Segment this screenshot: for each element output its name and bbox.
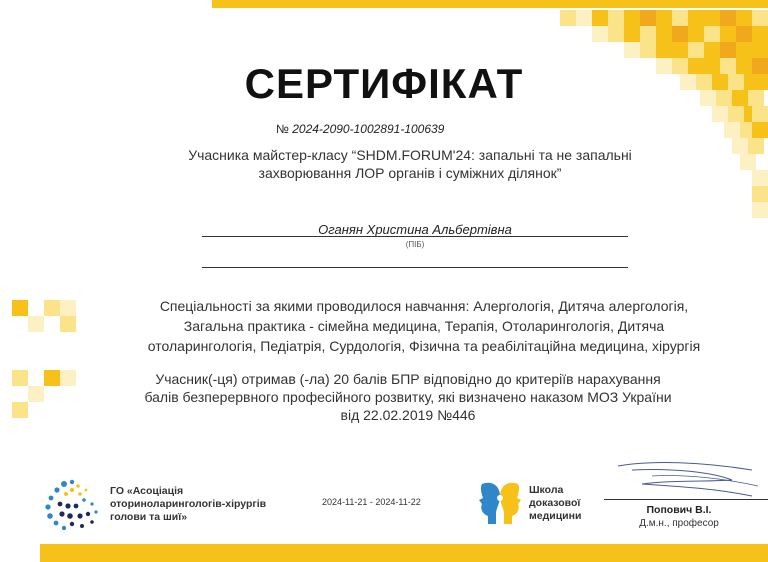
mosaic-tile: [60, 316, 76, 332]
mosaic-tile: [704, 10, 720, 26]
mosaic-tile: [656, 10, 672, 26]
school-name-line: Школа: [529, 484, 564, 496]
school-name-line: медицини: [529, 510, 582, 522]
specialties-text: [96, 296, 752, 356]
mosaic-tile: [640, 42, 656, 58]
mosaic-tile: [736, 26, 752, 42]
mosaic-tile: [704, 26, 720, 42]
mosaic-tile: [640, 26, 656, 42]
two-heads-profile-logo-icon: [478, 478, 522, 526]
event-line: захворювання ЛОР органів і суміжних ділянок”: [258, 165, 562, 181]
mosaic-tile: [740, 154, 756, 170]
points-statement: [88, 370, 728, 424]
mosaic-tile: [624, 26, 640, 42]
organization-name-line: оториноларингологів-хірургів: [110, 498, 267, 510]
mosaic-tile: [12, 300, 28, 316]
mosaic-tile: [672, 10, 688, 26]
mosaic-tile: [576, 10, 592, 26]
mosaic-tile: [624, 42, 640, 58]
mosaic-tile: [704, 42, 720, 58]
mosaic-tile: [656, 42, 672, 58]
mosaic-tile: [608, 26, 624, 42]
mosaic-tile: [712, 106, 728, 122]
mosaic-tile: [592, 10, 608, 26]
top-accent-bar: [212, 0, 768, 8]
specialties-line: отоларингологія, Педіатрія, Сурдологія, Фізична та реабілітаційна медицина, хірургія: [147, 338, 701, 354]
mosaic-tile: [752, 202, 768, 218]
mosaic-tile: [752, 106, 768, 122]
certificate-number: [276, 122, 444, 136]
school-name-line: доказової: [529, 497, 581, 509]
mosaic-tile: [728, 106, 744, 122]
organization-name-line: голови та шиї»: [110, 511, 188, 523]
mosaic-tile: [608, 10, 624, 26]
mosaic-tile: [28, 316, 44, 332]
mosaic-tile: [732, 138, 748, 154]
signer-title: Д.м.н., професор: [639, 518, 719, 529]
participant-name: Оганян Христина Альбертівна: [318, 222, 512, 237]
mosaic-tile: [736, 42, 752, 58]
mosaic-tile: [640, 10, 656, 26]
mosaic-tile: [672, 42, 688, 58]
mosaic-tile: [688, 42, 704, 58]
specialties-line: Загальна практика - сімейна медицина, Терапія, Отоларингологія, Дитяча: [183, 318, 665, 334]
mosaic-tile: [60, 300, 76, 316]
signer-name: Попович В.І.: [646, 504, 712, 516]
mosaic-tile: [736, 10, 752, 26]
event-line: Учасника майстер-класу “SHDM.FORUM'24: запальні та не запальні: [188, 147, 632, 163]
name-caption: (ПІБ): [405, 240, 425, 249]
event-description: [140, 146, 680, 182]
mosaic-tile: [560, 10, 576, 26]
bottom-accent-bar: [40, 544, 768, 562]
handwritten-signature: [612, 456, 762, 502]
mosaic-tile: [720, 26, 736, 42]
mosaic-tile: [688, 10, 704, 26]
number-sign: №: [276, 122, 289, 136]
mosaic-tile: [752, 10, 768, 26]
mosaic-tile: [720, 42, 736, 58]
points-line: балів безперервного професійного розвитку, які визначено наказом МОЗ України: [144, 389, 672, 405]
mosaic-tile: [752, 42, 768, 58]
school-name: [529, 484, 599, 523]
mosaic-tile: [752, 26, 768, 42]
mosaic-tile: [624, 10, 640, 26]
mosaic-tile: [752, 122, 768, 138]
mosaic-tile: [12, 370, 28, 386]
mosaic-tile: [748, 138, 764, 154]
certificate-title: СЕРТИФІКАТ: [244, 60, 524, 107]
points-line: Учасник(-ця) отримав (-ла) 20 балів БПР відповідно до критеріїв нарахування: [155, 371, 661, 387]
mosaic-tile: [592, 26, 608, 42]
name-underline: [202, 236, 628, 237]
mosaic-tile: [28, 386, 44, 402]
mosaic-tile: [688, 26, 704, 42]
points-line: від 22.02.2019 №446: [340, 407, 476, 423]
mosaic-tile: [656, 26, 672, 42]
mosaic-tile: [12, 402, 28, 418]
mosaic-tile: [724, 122, 740, 138]
specialties-line: Спеціальності за якими проводилося навчання: Алергологія, Дитяча алергологія,: [159, 298, 689, 314]
organization-name-line: ГО «Асоціація: [110, 485, 184, 497]
blank-underline: [202, 267, 628, 268]
mosaic-tile: [720, 10, 736, 26]
mosaic-tile: [60, 370, 76, 386]
organization-name: [110, 485, 300, 524]
mosaic-tile: [44, 370, 60, 386]
mosaic-tile: [672, 26, 688, 42]
event-dates: 2024-11-21 - 2024-11-22: [322, 497, 421, 507]
mosaic-tile: [752, 186, 768, 202]
mosaic-tile: [44, 300, 60, 316]
signature-line: [604, 499, 768, 500]
dotted-circle-logo-icon: [42, 476, 104, 534]
certificate-number-value: 2024-2090-1002891-100639: [292, 122, 445, 136]
mosaic-tile: [752, 170, 768, 186]
